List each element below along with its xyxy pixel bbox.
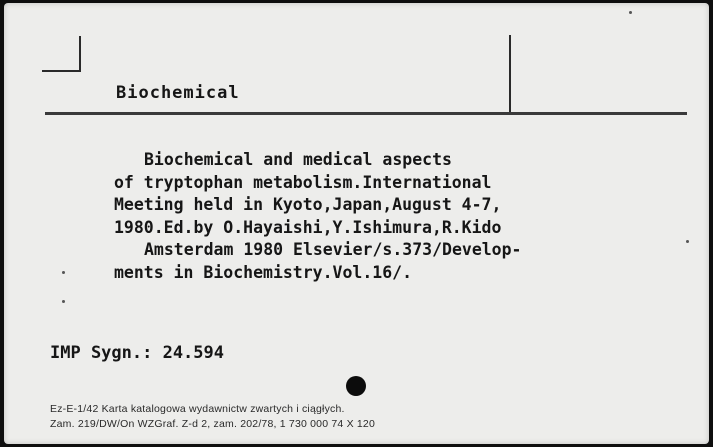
entry-line: Amsterdam 1980 Elsevier/s.373/Develop- [144,240,522,259]
paper-speck [62,300,65,303]
catalog-card [4,3,709,444]
entry-line: Meeting held in Kyoto,Japan,August 4-7, [114,195,502,214]
entry-line: Biochemical and medical aspects [144,150,452,169]
paper-speck [629,11,632,14]
entry-line: of tryptophan metabolism.International [114,172,492,192]
vertical-rule [509,35,511,113]
horizontal-rule [45,112,687,115]
punch-hole [346,376,366,396]
shelf-signature: IMP Sygn.: 24.594 [50,343,224,363]
printer-imprint-line-2: Zam. 219/DW/On WZGraf. Z-d 2, zam. 202/78, 1 730 000 74 X 120 [50,418,376,430]
printer-imprint-line-1: Ez-E-1/42 Karta katalogowa wydawnictw zwartych i ciągłych. [50,403,345,415]
entry-line: ments in Biochemistry.Vol.16/. [114,262,413,282]
corner-mark [42,36,81,72]
paper-speck [686,240,689,243]
subject-heading: Biochemical [116,83,240,103]
paper-speck [62,271,65,274]
entry-line: 1980.Ed.by O.Hayaishi,Y.Ishimura,R.Kido [114,217,502,237]
bibliographic-entry [114,149,522,284]
